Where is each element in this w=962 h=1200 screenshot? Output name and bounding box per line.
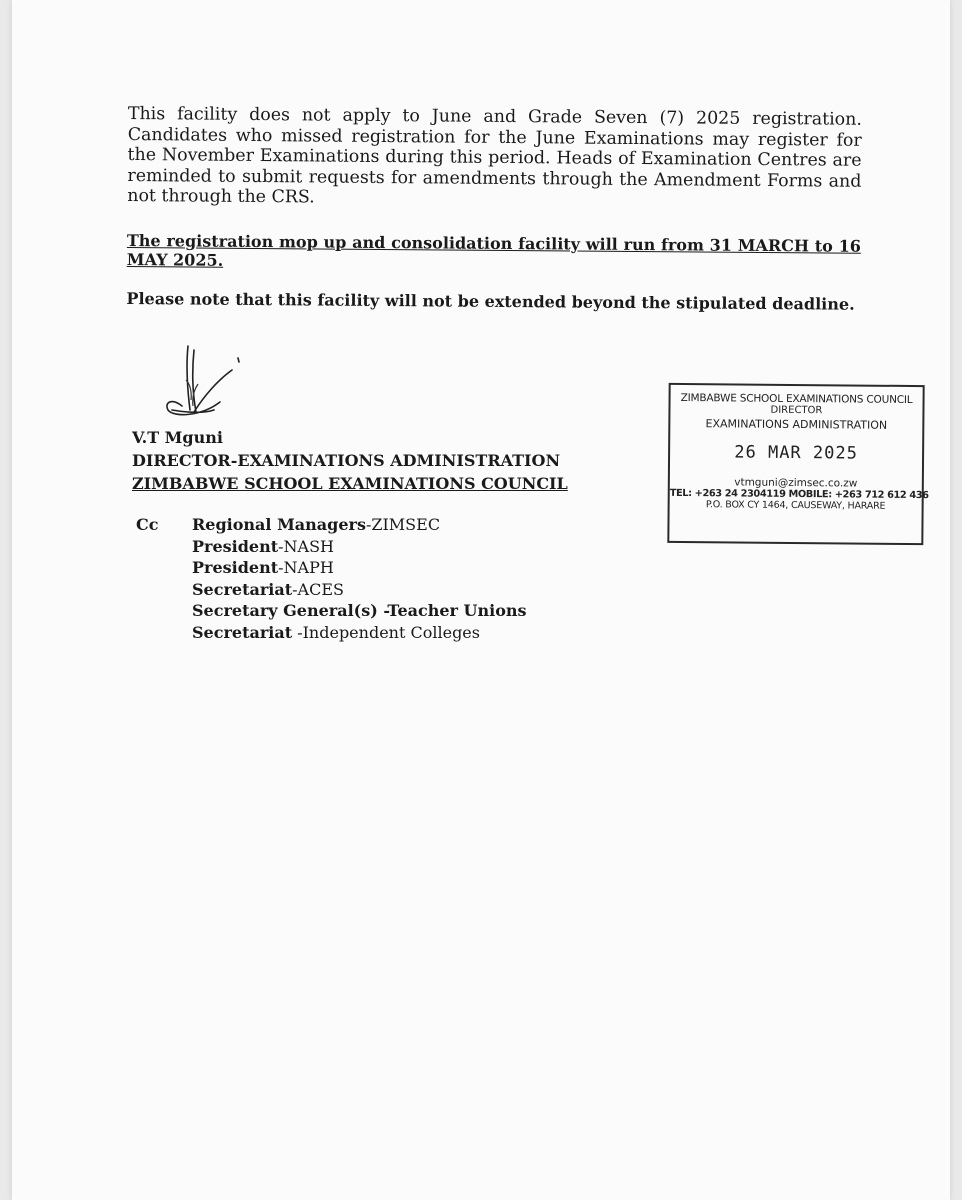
stamp-date: 26 MAR 2025 [734, 442, 858, 464]
cc-list [192, 514, 527, 643]
cc-recipient: Secretariat -Independent Colleges [192, 622, 480, 642]
handwritten-signature [142, 340, 252, 430]
cc-recipient: Secretariat-ACES [192, 579, 344, 599]
stamp-address: P.O. BOX CY 1464, CAUSEWAY, HARARE [705, 499, 886, 512]
cc-recipient: President-NASH [192, 536, 334, 556]
document-page [12, 0, 950, 1200]
signatory [132, 426, 568, 495]
stamp-department: EXAMINATIONS ADMINISTRATION [705, 417, 888, 432]
cc-recipient: Secretary General(s) -Teacher Unions [192, 601, 527, 620]
cc-label: Cc [136, 515, 159, 534]
stamp-organization: ZIMBABWE SCHOOL EXAMINATIONS COUNCIL [680, 391, 913, 407]
signatory-name: V.T Mguni [132, 428, 223, 447]
letter-body [126, 104, 862, 313]
signature-block [132, 340, 632, 500]
cc-recipient: President-NAPH [192, 558, 334, 577]
signatory-title: DIRECTOR-EXAMINATIONS ADMINISTRATION [132, 451, 561, 470]
body-paragraph: This facility does not apply to June and Grade Seven (7) 2025 registration. Candidates who missed registration for the June Examinations may register for the November Examinations during this period. Heads of Examination Centres are reminded to submit requests for amendments through the Amendment Forms and not through the CRS. [127, 104, 862, 208]
stamp-telephone: TEL: +263 24 2304119 MOBILE: +263 712 612 436 [669, 487, 929, 502]
stamp-email: vtmguni@zimsec.co.zw [734, 476, 858, 490]
official-stamp [667, 383, 929, 545]
extension-note: Please note that this facility will not be extended beyond the stipulated deadline. [126, 288, 855, 314]
cc-recipient: Regional Managers-ZIMSEC [192, 515, 441, 534]
deadline-notice: The registration mop up and consolidation facility will run from 31 MARCH to 16 MAY 2025. [126, 230, 861, 270]
stamp-director: DIRECTOR [770, 404, 823, 417]
signatory-organization: ZIMBABWE SCHOOL EXAMINATIONS COUNCIL [132, 474, 568, 493]
